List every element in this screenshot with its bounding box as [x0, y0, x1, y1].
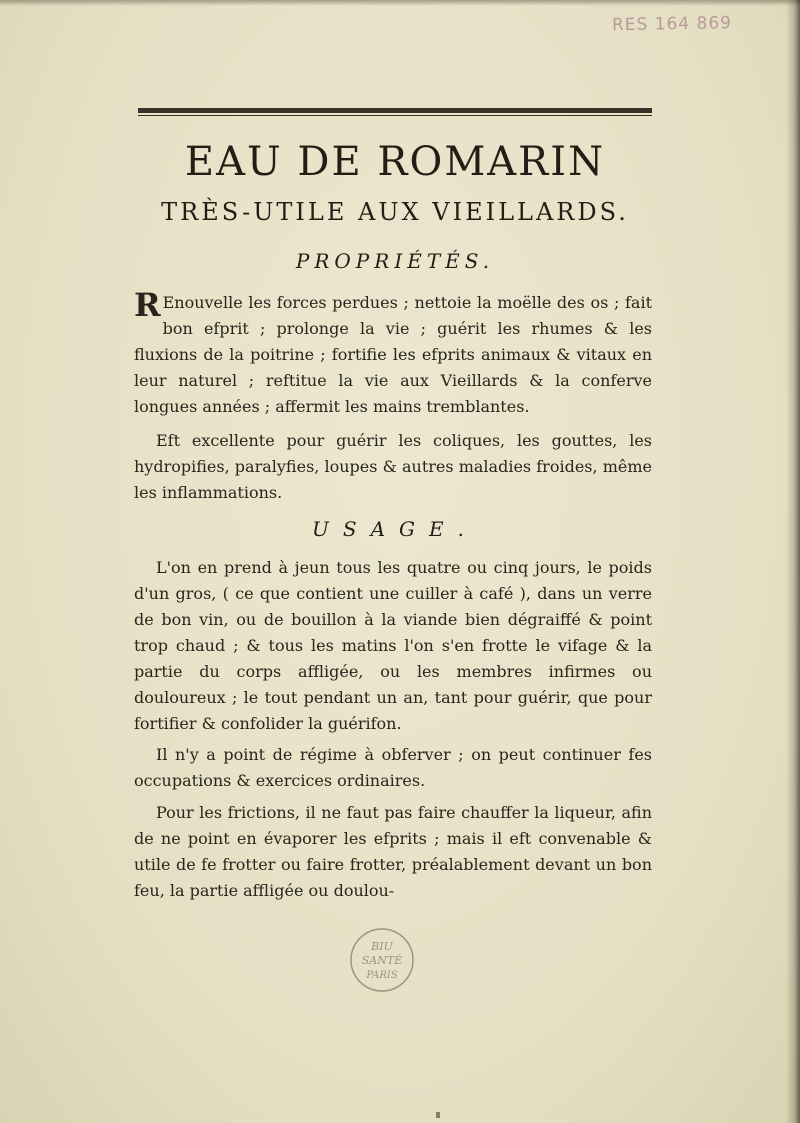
stamp-line-1: BIU [371, 940, 393, 953]
header-rule-thin [138, 115, 652, 116]
paragraph-properties-2: Eft excellente pour guérir les coliques, les gouttes, les hydropifies, paralyfies, loupes & autres maladies froides, même les inflammations. [134, 431, 652, 502]
document-title: EAU DE ROMARIN [184, 139, 606, 185]
stamp-line-2: SANTÉ [361, 954, 403, 967]
page-right-edge [786, 0, 800, 1123]
paragraph-usage-3: Pour les frictions, il ne faut pas faire chauffer la liqueur, afin de ne point en évaporer les efprits ; mais il eft convenable & utile de fe frotter ou faire frotter, préalablement devant un bon feu, la partie affligée ou doulou- [134, 803, 652, 900]
paragraph-properties-1 [134, 286, 652, 420]
usage-heading: USAGE. [312, 517, 478, 541]
paragraph-text: Enouvelle les forces perdues ; nettoie la moëlle des os ; fait bon efprit ; prolonge la vie ; guérit les rhumes & les fluxions de la poitrine ; fortifie les efprits animaux & vitaux en leur naturel ; reftitue la vie aux Vieillards & la conferve longues années ; affermit les mains tremblantes. [134, 293, 652, 416]
shelfmark-annotation: RES 164 869 [611, 13, 733, 36]
paragraph-usage-1: L'on en prend à jeun tous les quatre ou cinq jours, le poids d'un gros, ( ce que contient une cuiller à café ), dans un verre de bon vin, ou de bouillon à la viande bien dégraiffé & point trop chaud ; & tous les matins l'on s'en frotte le vifage & la partie du corps affligée, ou les membres infirmes ou douloureux ; le tout pendant un an, tant pour guérir, que pour fortifier & confolider la guérifon. [134, 558, 652, 733]
stamp-seal-icon [348, 926, 416, 994]
drop-cap: R [134, 286, 161, 324]
paragraph-usage-2: Il n'y a point de régime à obferver ; on peut continuer fes occupations & exercices ordinaires. [134, 745, 652, 790]
stamp-line-3: PARIS [366, 970, 398, 981]
page-bottom-mark [436, 1112, 440, 1118]
page-top-edge [0, 0, 800, 6]
properties-heading: PROPRIÉTÉS. [295, 249, 495, 273]
library-stamp [348, 926, 416, 994]
document-subtitle: TRÈS-UTILE AUX VIEILLARDS. [161, 198, 629, 226]
header-rule-thick [138, 108, 652, 113]
